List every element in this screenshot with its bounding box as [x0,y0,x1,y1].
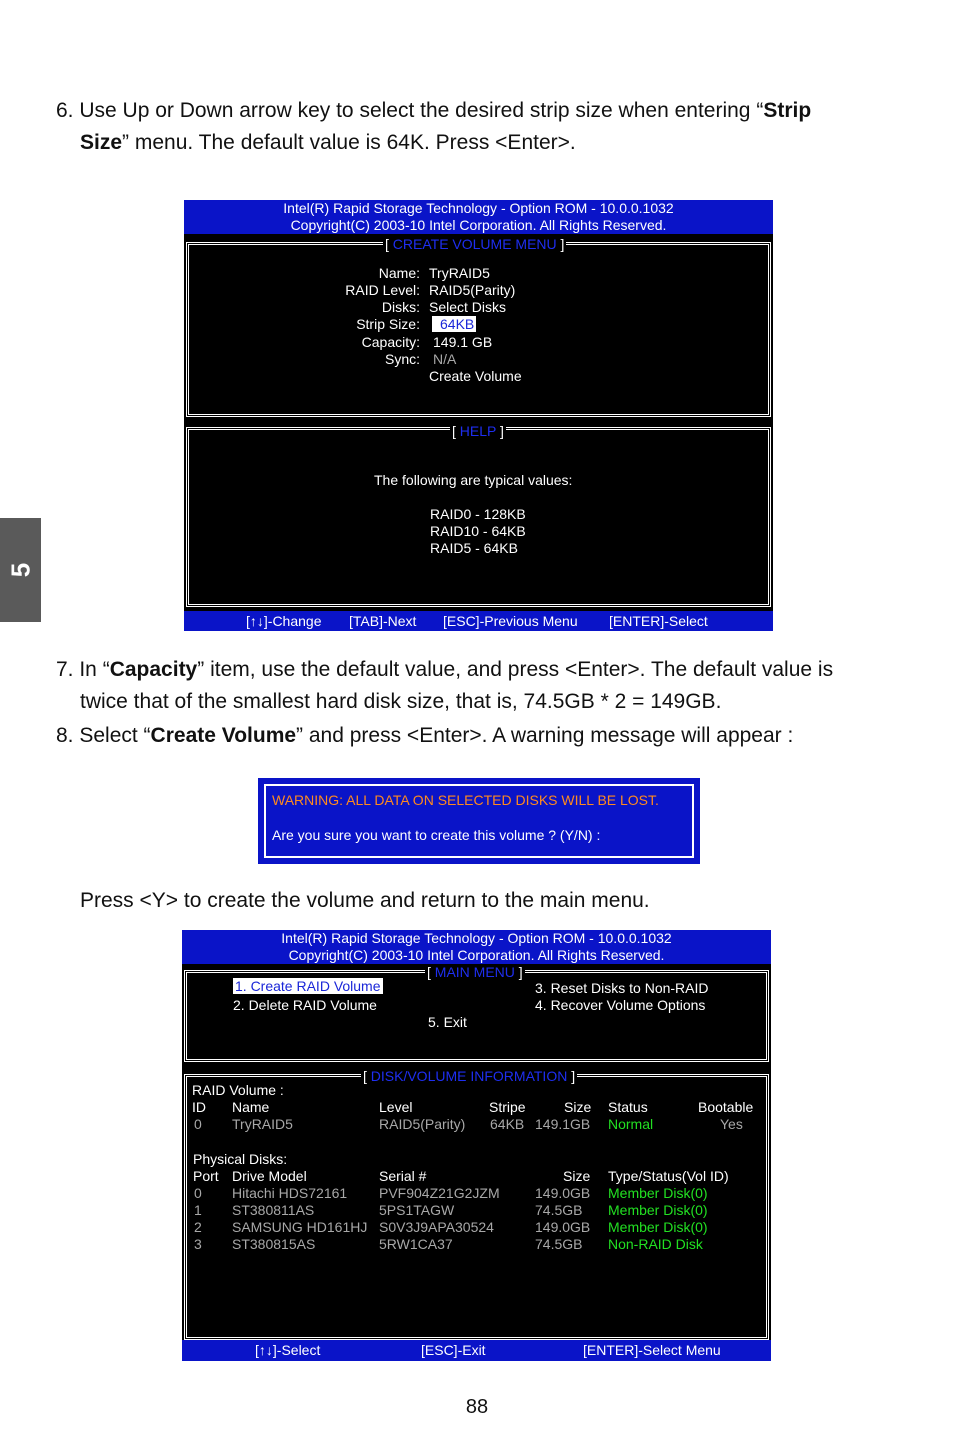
main-menu-title: [ MAIN MENU ] [427,964,523,980]
create-volume-option[interactable]: Create Volume [429,368,522,384]
header-title-2: Intel(R) Rapid Storage Technology - Option ROM - 10.0.0.1032 [281,930,672,946]
footer-select: [ENTER]-Select [609,613,708,629]
chapter-tab [0,518,41,622]
capacity-value[interactable]: 149.1 GB [433,334,493,350]
step7-bold-capacity: Capacity [109,658,198,681]
footer-exit: [ESC]-Exit [421,1342,486,1358]
step-6 [56,95,811,159]
menu-exit[interactable]: 5. Exit [428,1014,467,1030]
name-label: Name: [378,265,420,281]
sync-value: N/A [433,351,457,367]
strip-size-value[interactable]: 64KB [432,316,476,333]
bios-header [184,200,773,234]
menu-delete-raid-volume[interactable]: 2. Delete RAID Volume [233,997,377,1013]
confirm-prompt[interactable]: Are you sure you want to create this volume ? (Y/N) : [272,827,601,843]
col-size: Size [564,1099,592,1115]
create-volume-title: [ CREATE VOLUME MENU ] [385,236,565,252]
warning-text: WARNING: ALL DATA ON SELECTED DISKS WILL BE LOST. [272,792,659,808]
raid-volume-label: RAID Volume : [192,1082,284,1098]
menu-recover-volume[interactable]: 4. Recover Volume Options [535,997,706,1013]
help-raid10: RAID10 - 64KB [430,523,526,539]
bios-footer-2 [182,1340,771,1361]
physical-disks-label: Physical Disks: [193,1151,288,1167]
col-serial: Serial # [379,1168,427,1184]
step6-bold-strip: Strip [763,99,812,122]
col-id: ID [192,1099,206,1115]
press-y-instruction: Press <Y> to create the volume and return to the main menu. [80,889,650,912]
footer-select-menu: [ENTER]-Select Menu [583,1342,721,1358]
menu-reset-disks[interactable]: 3. Reset Disks to Non-RAID [535,980,709,996]
col-drive-model: Drive Model [232,1168,307,1184]
footer-select-2: [↑↓]-Select [255,1342,321,1358]
help-title: [ HELP ] [452,423,504,439]
header-copyright: Copyright(C) 2003-10 Intel Corporation. All Rights Reserved. [290,217,667,233]
strip-size-label: Strip Size: [356,316,420,332]
step6-text-2: ” menu. The default value is 64K. Press <Enter>. [122,131,576,154]
bios-screen-main-menu: Intel(R) Rapid Storage Technology - Option ROM - 10.0.0.1032 Copyright(C) 2003-10 Intel Corporation. All Rights Reserved. [ MAIN MENU ] 1. Create RAID Volume 2. Delete RAID Volume 3. Reset Disks to Non-RAID 4. Recover Volume Options 5. Exit [ DISK/VOLUME INFORMATION ] RAID Volume : ID Name Level Stripe Size Status Bootable 0 TryRAID5 RAID5(Parity) 64KB 149.1GB Normal Yes Physical Disks: Port Drive Model Serial # Size Type/Status(Vol ID) 0 Hitachi HDS72161 PVF904Z21G2JZM 149.0GB Member Disk(0) 1 ST380811AS 5PS1TAGW 74.5GB Member Disk(0) 2 SAMSUNG HD161HJ S0V3J9APA30524 149.0GB Member Disk(0) 3 ST380815AS 5RW1CA37 74.5GB Non-RAID Disk [↑↓]-Select [ESC]-Exit [ENTER]-Select Menu [182,930,771,1361]
status-badge: Normal [608,1116,654,1132]
col-name: Name [232,1099,270,1115]
footer-next: [TAB]-Next [349,613,417,629]
col-type-status: Type/Status(Vol ID) [608,1168,729,1184]
warning-dialog [258,778,700,864]
step6-text: 6. Use Up or Down arrow key to select the desired strip size when entering “ [56,99,764,122]
page-number: 88 [465,1396,489,1418]
footer-change: [↑↓]-Change [246,613,322,629]
col-level: Level [379,1099,413,1115]
help-raid0: RAID0 - 128KB [430,506,526,522]
menu-create-raid-volume[interactable]: 1. Create RAID Volume [235,978,381,994]
col-port: Port [193,1168,219,1184]
disks-label: Disks: [381,299,420,315]
header-title: Intel(R) Rapid Storage Technology - Option ROM - 10.0.0.1032 [283,200,674,216]
raid-level-value[interactable]: RAID5(Parity) [429,282,516,298]
bios-header-2 [182,930,771,964]
capacity-label: Capacity: [361,334,420,350]
col-disk-size: Size [563,1168,591,1184]
step8-bold-create-volume: Create Volume [150,724,297,747]
disk-info-title: [ DISK/VOLUME INFORMATION ] [363,1068,576,1084]
col-bootable: Bootable [698,1099,754,1115]
help-intro: The following are typical values: [374,472,573,488]
footer-prev: [ESC]-Previous Menu [443,613,578,629]
col-status: Status [608,1099,648,1115]
step7-line2: twice that of the smallest hard disk size, that is, 74.5GB * 2 = 149GB. [80,690,722,713]
step-8: 8. Select “Create Volume” and press <Enter>. A warning message will appear : [56,724,794,747]
bios-footer [184,611,773,631]
step6-bold-size: Size [80,131,123,154]
sync-label: Sync: [384,351,420,367]
header-copyright-2: Copyright(C) 2003-10 Intel Corporation. All Rights Reserved. [288,947,665,963]
raid-level-label: RAID Level: [345,282,420,298]
chapter-number: 5 [5,562,35,578]
help-raid5: RAID5 - 64KB [430,540,518,556]
bios-screen-create-volume [184,200,773,631]
disks-value[interactable]: Select Disks [429,299,507,315]
name-value[interactable]: TryRAID5 [429,265,490,281]
col-stripe: Stripe [489,1099,526,1115]
step-7: 7. In “Capacity” item, use the default value, and press <Enter>. The default value is twice that of the smallest hard disk size, that is, 74.5GB * 2 = 149GB. [56,654,833,718]
